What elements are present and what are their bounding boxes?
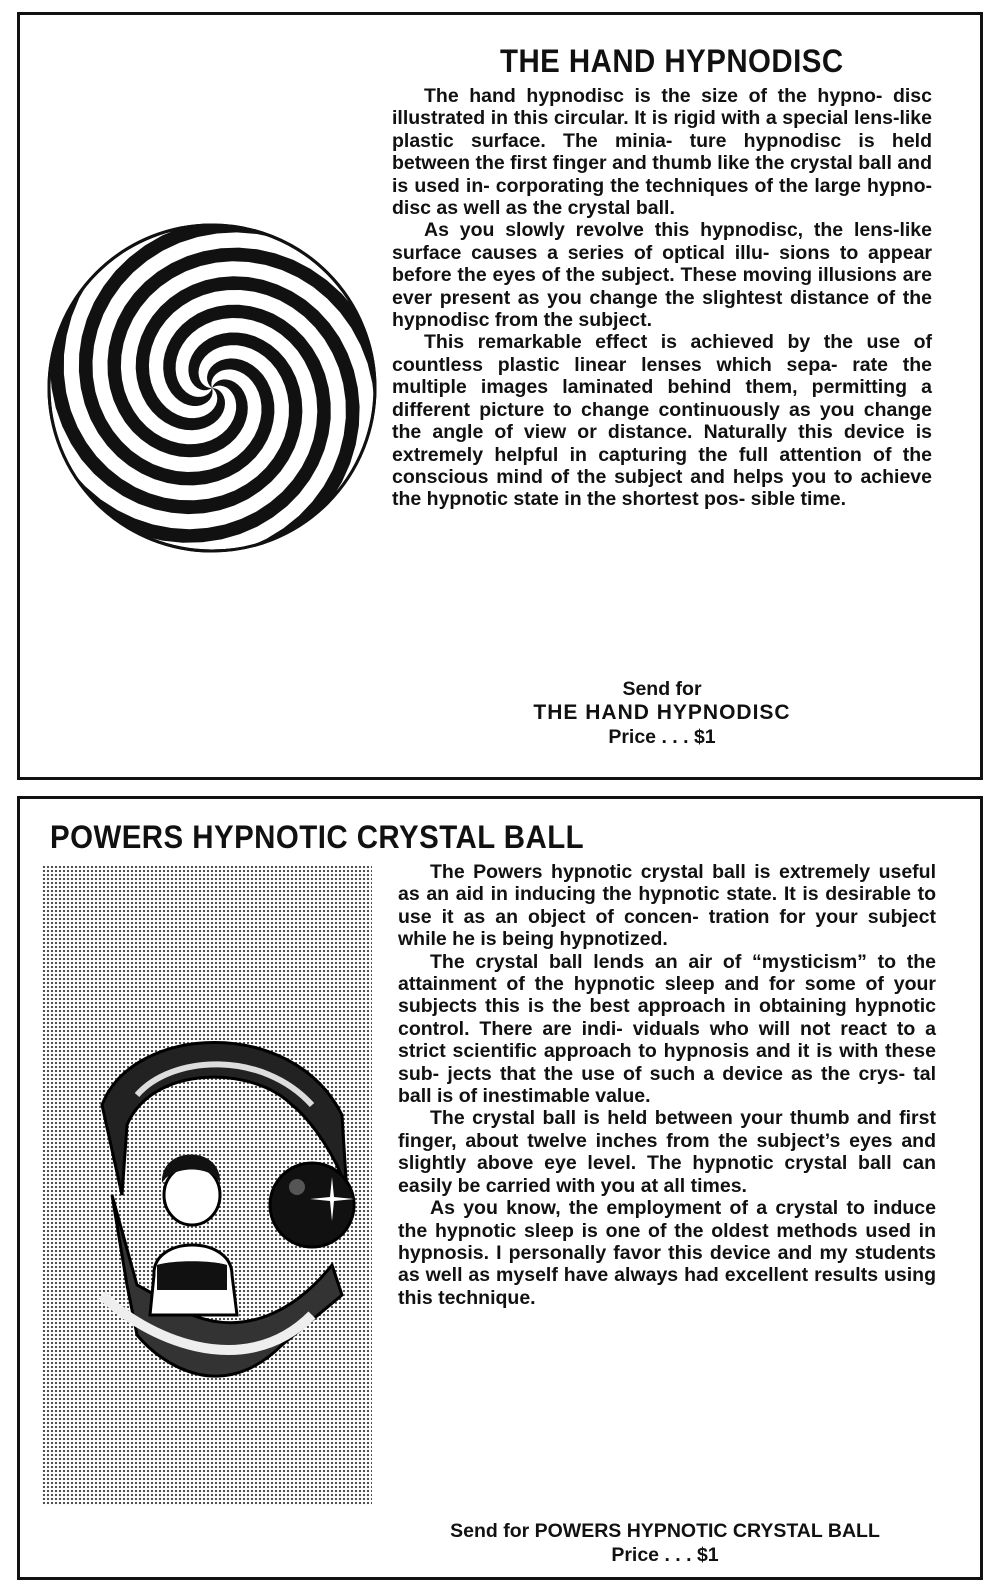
paragraph: As you slowly revolve this hypnodisc, the lens-like surface causes a series of optical illu- sions to appear before the eyes of the subject. These moving illusions are ever present as you change the slightest distance of the hypnodisc from the subject. [392,219,932,332]
hand-hypnodisc-ad [17,12,983,780]
crystal-ball-illustration [42,865,372,1505]
hand-hypnodisc-order-info [392,677,932,749]
crystal-ball-ad [17,796,983,1580]
paragraph: As you know, the employment of a crystal to induce the hypnotic sleep is one of the oldest methods used in hypnosis. I personally favor this device and my students as well as myself have always had excellent results using this technique. [398,1197,936,1309]
price: Price . . . $1 [608,726,716,748]
hand-hypnodisc-title: THE HAND HYPNODISC [500,43,844,79]
order-line: Send for POWERS HYPNOTIC CRYSTAL BALL [450,1520,880,1542]
paragraph: The crystal ball is held between your thumb and first finger, about twelve inches from the subject’s eyes and slightly above eye level. The hypnotic crystal ball can easily be carried with you at all times. [398,1107,936,1197]
price: Price . . . $1 [611,1544,719,1566]
order-product: THE HAND HYPNODISC [533,701,791,724]
crystal-ball-order-info [380,1519,950,1567]
paragraph: This remarkable effect is achieved by the use of countless plastic linear lenses which sepa- rate the multiple images laminated behind them, permitting a different picture to change continuously as you change the angle of view or distance. Naturally this device is extremely helpful in capturing the full attention of the conscious mind of the subject and helps you to achieve the hypnotic state in the shortest pos- sible time. [392,331,932,511]
hypnodisc-spiral-image [47,223,377,553]
order-line: Send for [622,678,702,700]
crystal-ball-description [398,861,936,1309]
paragraph: The Powers hypnotic crystal ball is extremely useful as an aid in inducing the hypnotic state. It is desirable to use it as an object of concen- tration for your subject while he is being hypnotized. [398,861,936,951]
paragraph: The crystal ball lends an air of “mysticism” to the attainment of the hypnotic sleep and for some of your subjects this is the best approach in obtaining hypnotic control. There are indi- viduals who will not react to a strict scientific approach to hypnosis and it is with these sub- jects that the use of such a device as the crys- tal ball is of inestimable value. [398,950,936,1108]
hand-hypnodisc-description [392,85,932,511]
crystal-ball-title: POWERS HYPNOTIC CRYSTAL BALL [50,819,585,855]
paragraph: The hand hypnodisc is the size of the hypno- disc illustrated in this circular. It is rigid with a special lens-like plastic surface. The minia- ture hypnodisc is held between the first finger and thumb like the crystal ball and is used in- corporating the techniques of the large hypno- disc as well as the crystal ball. [392,85,932,220]
